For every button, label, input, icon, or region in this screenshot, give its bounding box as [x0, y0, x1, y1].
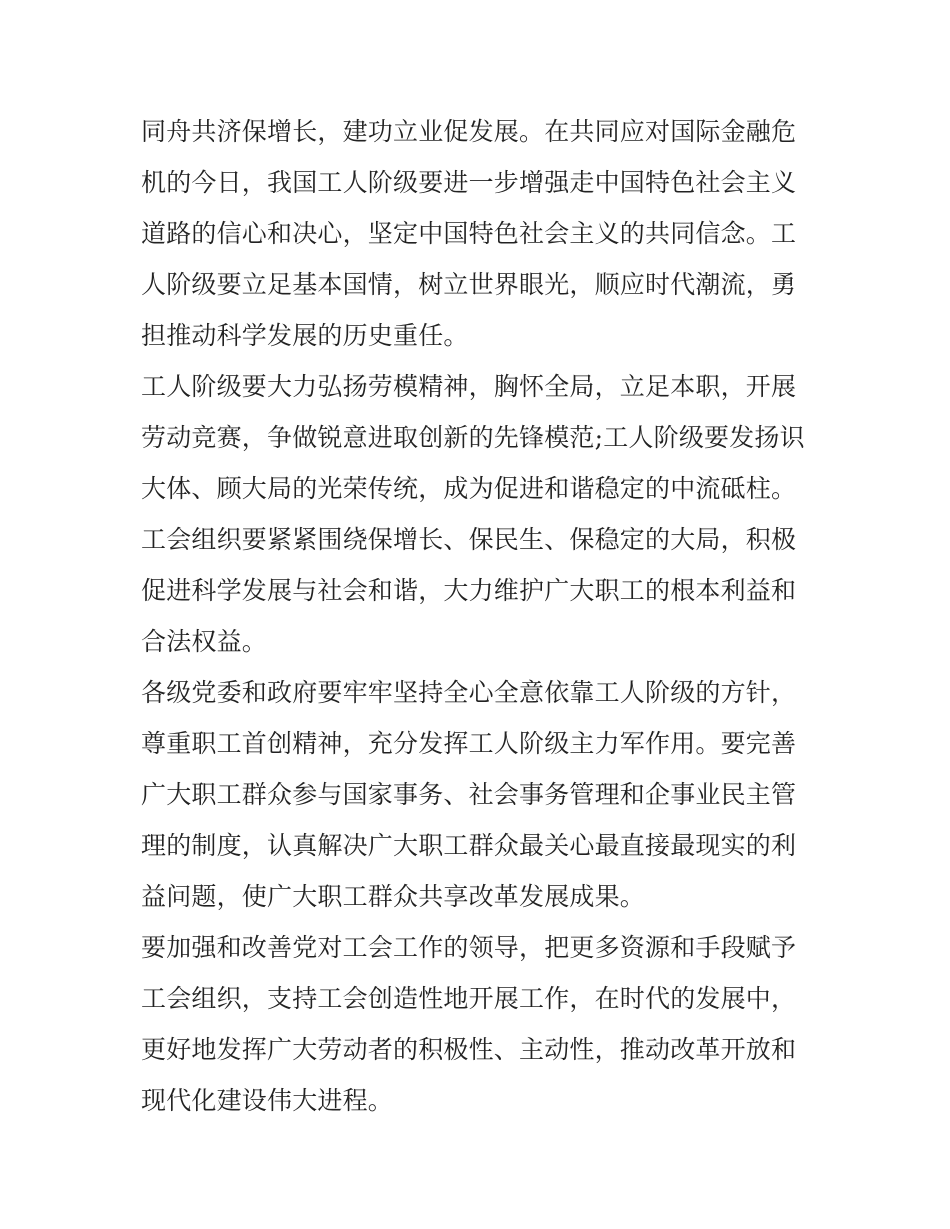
paragraph-4: 要加强和改善党对工会工作的领导，把更多资源和手段赋予工会组织，支持工会创造性地开展工作，在时代的发展中，更好地发挥广大劳动者的积极性、主动性，推动改革开放和现代化建设伟大进程。	[141, 933, 797, 1115]
paragraph-1: 同舟共济保增长，建功立业促发展。在共同应对国际金融危机的今日，我国工人阶级要进一步增强走中国特色社会主义道路的信心和决心，坚定中国特色社会主义的共同信念。工人阶级要立足基本国情，树立世界眼光，顺应时代潮流，勇担推动科学发展的历史重任。	[141, 117, 797, 350]
paragraph-3: 各级党委和政府要牢牢坚持全心全意依靠工人阶级的方针，尊重职工首创精神，充分发挥工人阶级主力军作用。要完善广大职工群众参与国家事务、社会事务管理和企事业民主管理的制度，认真解决广大职工群众最关心最直接最现实的利益问题，使广大职工群众共享改革发展成果。	[141, 678, 797, 911]
paragraph-2: 工人阶级要大力弘扬劳模精神，胸怀全局，立足本职，开展劳动竞赛，争做锐意进取创新的先锋模范;工人阶级要发扬识大体、顾大局的光荣传统，成为促进和谐稳定的中流砥柱。工会组织要紧紧围绕保增长、保民生、保稳定的大局，积极促进科学发展与社会和谐，大力维护广大职工的根本利益和合法权益。	[141, 372, 805, 656]
document-body	[141, 106, 821, 1126]
